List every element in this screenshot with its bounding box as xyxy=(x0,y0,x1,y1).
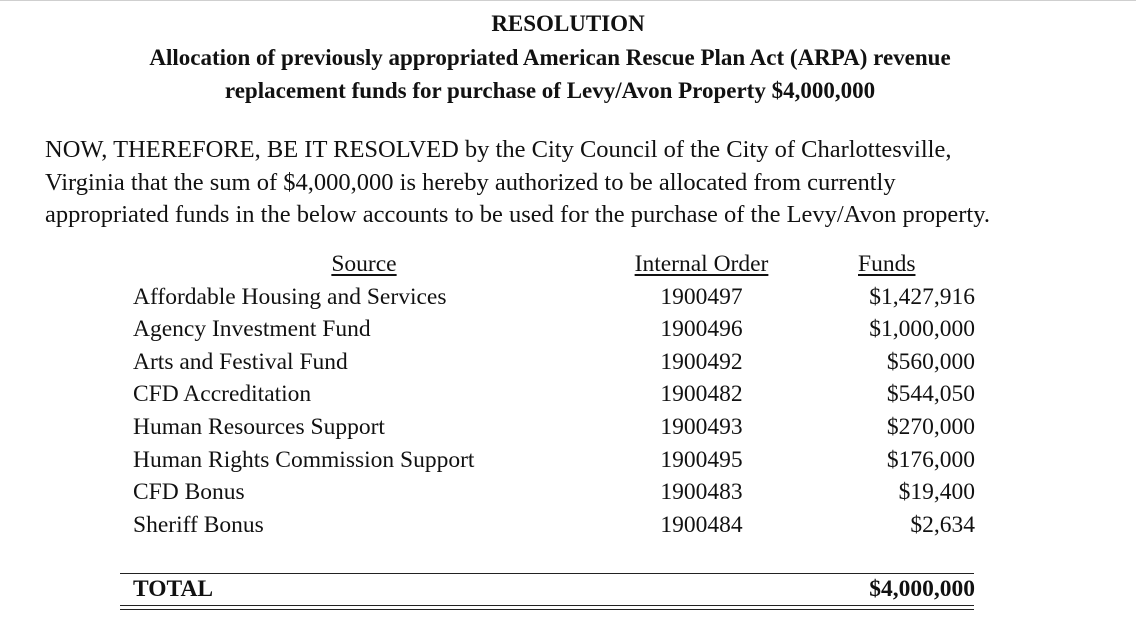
row-internal-order: 1900495 xyxy=(660,446,743,473)
row-internal-order: 1900484 xyxy=(660,511,743,538)
body-line-3: appropriated funds in the below accounts to be used for the purchase of the Levy/Avon property. xyxy=(45,201,990,228)
row-source: CFD Accreditation xyxy=(133,381,312,408)
row-funds: $1,427,916 xyxy=(869,283,975,310)
row-internal-order: 1900483 xyxy=(660,479,743,506)
row-source: Human Rights Commission Support xyxy=(133,446,475,473)
table-row xyxy=(0,314,1136,347)
resolution-heading: RESOLUTION xyxy=(491,11,645,36)
row-internal-order: 1900496 xyxy=(660,316,743,343)
row-source: Sheriff Bonus xyxy=(133,511,264,538)
allocation-table xyxy=(0,249,1136,542)
table-row xyxy=(0,282,1136,315)
row-internal-order: 1900482 xyxy=(660,381,743,408)
row-source: CFD Bonus xyxy=(133,479,245,506)
subtitle-line-1: Allocation of previously appropriated American Rescue Plan Act (ARPA) revenue xyxy=(149,45,951,70)
row-funds: $1,000,000 xyxy=(869,316,975,343)
total-label: TOTAL xyxy=(133,576,214,602)
table-row xyxy=(0,445,1136,478)
row-source: Human Resources Support xyxy=(133,413,385,440)
row-source: Affordable Housing and Services xyxy=(133,283,447,310)
table-row xyxy=(0,379,1136,412)
row-source: Agency Investment Fund xyxy=(133,316,371,343)
row-internal-order: 1900493 xyxy=(660,413,743,440)
total-double-rule-1 xyxy=(120,605,974,606)
resolution-body xyxy=(45,134,1105,232)
row-funds: $270,000 xyxy=(886,413,975,440)
row-source: Arts and Festival Fund xyxy=(133,348,348,375)
table-row xyxy=(0,510,1136,543)
row-internal-order: 1900497 xyxy=(660,283,743,310)
row-funds: $176,000 xyxy=(886,446,975,473)
body-line-2: Virginia that the sum of $4,000,000 is hereby authorized to be allocated from currently xyxy=(45,168,896,196)
table-row xyxy=(0,412,1136,445)
row-funds: $19,400 xyxy=(898,479,975,506)
table-row xyxy=(0,477,1136,510)
row-funds: $2,634 xyxy=(910,511,975,538)
total-top-rule xyxy=(120,573,974,574)
total-double-rule-2 xyxy=(120,609,974,610)
body-line-1: NOW, THEREFORE, BE IT RESOLVED by the City Council of the City of Charlottesville, xyxy=(45,136,952,163)
header-internal-order: Internal Order xyxy=(634,251,769,277)
header-funds: Funds xyxy=(858,251,916,277)
table-row xyxy=(0,347,1136,380)
subtitle-line-2: replacement funds for purchase of Levy/Avon Property $4,000,000 xyxy=(224,78,876,103)
row-funds: $544,050 xyxy=(886,381,975,408)
row-funds: $560,000 xyxy=(886,348,975,375)
header-source: Source xyxy=(331,251,397,277)
row-internal-order: 1900492 xyxy=(660,348,743,375)
total-value: $4,000,000 xyxy=(869,576,975,602)
table-body xyxy=(0,282,1136,543)
table-header-row xyxy=(0,249,1136,282)
resolution-subtitle xyxy=(0,41,1100,107)
